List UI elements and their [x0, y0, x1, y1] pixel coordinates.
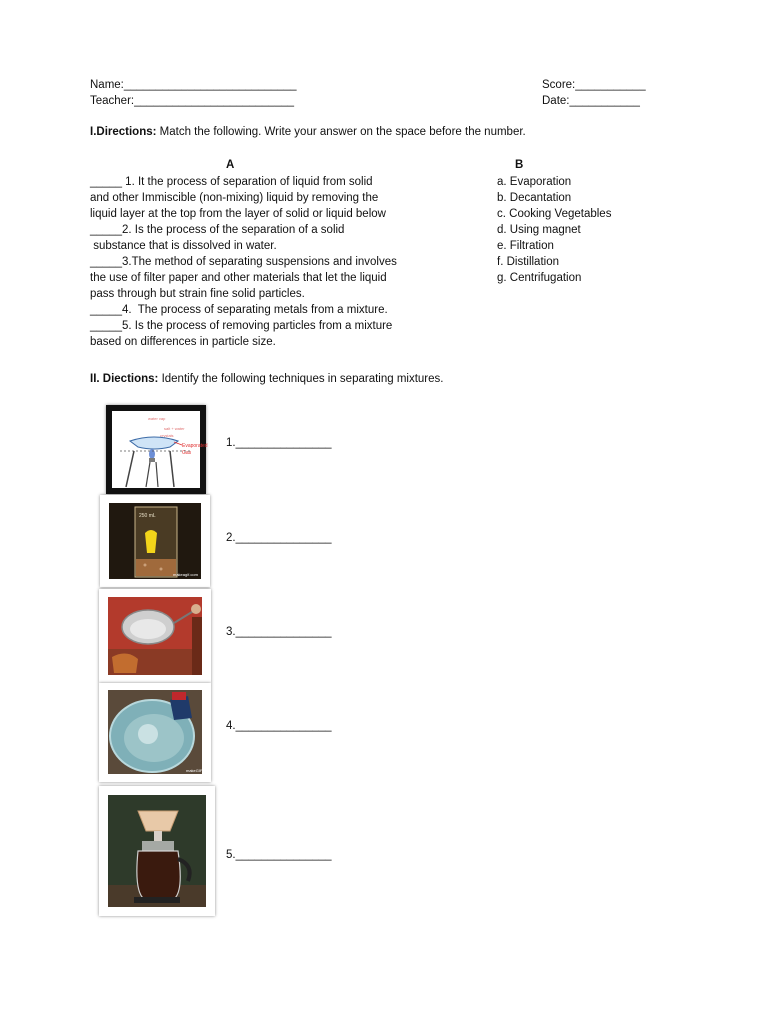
choice-item: b. Decantation — [497, 192, 572, 204]
evaporated-label: Evaporated — [182, 443, 208, 449]
column-a-line: _____2. Is the process of the separation of a solid — [90, 224, 345, 236]
answer-blank-2[interactable]: 2._______________ — [226, 532, 332, 544]
column-a-line: the use of filter paper and other materials that let the liquid — [90, 272, 387, 284]
svg-text:salt + water: salt + water — [164, 426, 185, 431]
answer-blank-4[interactable]: 4._______________ — [226, 720, 332, 732]
score-field[interactable]: Score:___________ — [542, 79, 646, 91]
part2-directions — [90, 373, 443, 385]
column-a-line: _____3.The method of separating suspensions and involves — [90, 256, 397, 268]
choice-item: f. Distillation — [497, 256, 559, 268]
svg-text:250 mL: 250 mL — [139, 513, 156, 519]
column-b-header: B — [515, 159, 524, 171]
column-a-line: and other Immiscible (non-mixing) liquid by removing the — [90, 192, 379, 204]
answer-blank-3[interactable]: 3._______________ — [226, 626, 332, 638]
column-a-line: liquid layer at the top from the layer of solid or liquid below — [90, 208, 386, 220]
column-b — [497, 174, 611, 286]
gas-label: Gas — [182, 450, 192, 456]
gif-watermark: makeGIF — [186, 768, 203, 773]
column-a-line: substance that is dissolved in water. — [90, 240, 277, 252]
column-a-line: based on differences in particle size. — [90, 336, 276, 348]
evaporation-image — [106, 405, 206, 494]
svg-text:crystals: crystals — [160, 433, 174, 438]
svg-text:water vap: water vap — [148, 416, 166, 421]
answer-blank-5[interactable]: 5._______________ — [226, 849, 332, 861]
part1-directions — [90, 126, 526, 138]
answer-blank-1[interactable]: 1._______________ — [226, 437, 332, 449]
choice-item: c. Cooking Vegetables — [497, 208, 612, 220]
magnet-image — [99, 683, 211, 782]
column-a-line: _____5. Is the process of removing particles from a mixture — [90, 320, 393, 332]
part2-directions-label: II. Diections: — [90, 373, 159, 385]
coffee-filter-image — [99, 786, 215, 916]
column-a-header: A — [226, 159, 235, 171]
part1-directions-text: Match the following. Write your answer on the space before the number. — [156, 126, 526, 138]
column-a — [90, 174, 397, 350]
sieve-image — [99, 589, 211, 683]
date-field[interactable]: Date:___________ — [542, 95, 640, 107]
gif-watermark: makeagif.com — [173, 572, 198, 577]
part1-directions-label: I.Directions: — [90, 126, 157, 138]
column-a-line: _____4. The process of separating metals from a mixture. — [90, 304, 388, 316]
choice-item: d. Using magnet — [497, 224, 581, 236]
choice-item: a. Evaporation — [497, 176, 572, 188]
teacher-field[interactable]: Teacher:_________________________ — [90, 95, 295, 107]
beaker-image — [100, 495, 210, 587]
choice-item: g. Centrifugation — [497, 272, 582, 284]
column-a-line: pass through but strain fine solid particles. — [90, 288, 305, 300]
choice-item: e. Filtration — [497, 240, 554, 252]
column-a-line: _____ 1. It the process of separation of liquid from solid — [90, 176, 373, 188]
part2-directions-text: Identify the following techniques in separating mixtures. — [158, 373, 444, 385]
name-field[interactable]: Name:___________________________ — [90, 79, 297, 91]
